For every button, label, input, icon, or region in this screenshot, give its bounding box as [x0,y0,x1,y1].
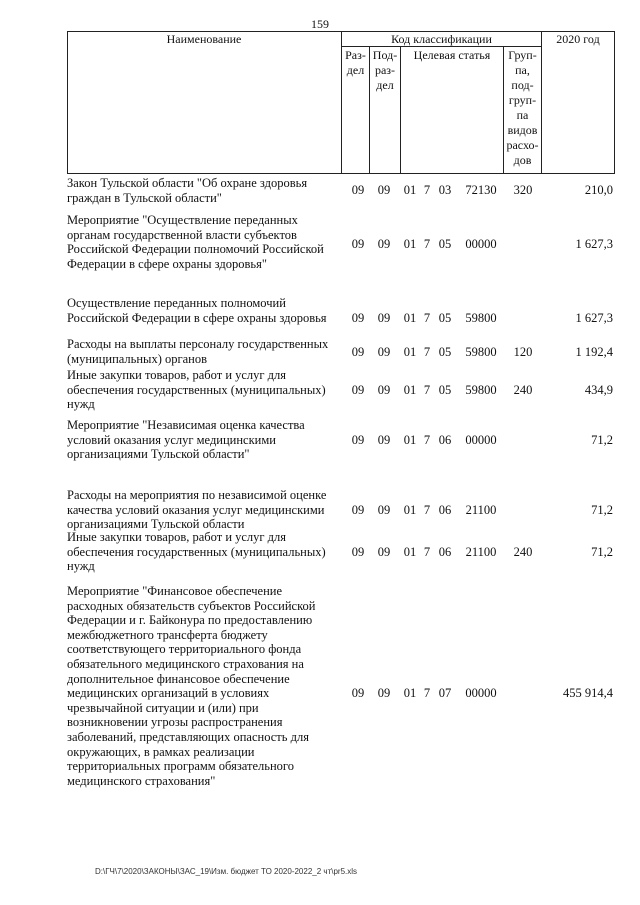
cell-p3: 05 [438,345,452,359]
row-name-line: Российской Федерации полномочий Российской [67,242,324,257]
row-name-line: Российской Федерации в сфере охраны здоровья [67,310,327,325]
cell-p4: 59800 [465,311,497,325]
cell-p1: 01 [403,503,417,517]
header-target: Целевая статья [413,48,491,62]
row-name [67,584,337,788]
row-name-line: окружающих, в рамках реализации [67,744,255,759]
row-name-line: обеспечения государственных (муниципальных) [67,544,326,559]
cell-sum: 71,2 [591,503,613,517]
cell-group: 120 [513,345,533,359]
row-name-line: Мероприятие "Финансовое обеспечение [67,584,283,598]
cell-p4: 72130 [465,183,497,197]
cell-sum: 71,2 [591,433,613,447]
row-name-line: организациями Тульской области" [67,447,250,462]
row-name-line: Федерации и г. Байконура по предоставлению [67,613,313,628]
cell-p2: 7 [423,311,431,325]
cell-p2: 7 [423,237,431,251]
cell-p3: 05 [438,311,452,325]
cell-podrazdel: 09 [377,311,391,325]
row-name-line: медицинских организаций в условиях [67,686,270,701]
cell-sum: 71,2 [591,545,613,559]
cell-razdel: 09 [351,237,365,251]
file-path-footer: D:\ГЧ\7\2020\ЗАКОНЫ\ЗАС_19\Изм. бюджет ТО 2020-2022_2 чт\pr5.xls [95,867,358,876]
cell-p2: 7 [423,433,431,447]
cell-podrazdel: 09 [377,433,391,447]
row-name-line: условий оказания услуг медицинскими [67,432,276,447]
header-year: 2020 год [556,32,600,46]
cell-razdel: 09 [351,311,365,325]
row-name-line: граждан в Тульской области" [67,190,222,205]
header-classification: Код классификации [391,32,492,46]
cell-p3: 06 [438,433,452,447]
cell-sum: 1 192,4 [575,345,613,359]
cell-p2: 7 [423,345,431,359]
cell-podrazdel: 09 [377,237,391,251]
row-name [67,368,337,412]
row-name-line: Мероприятие "Независимая оценка качества [67,418,305,432]
row-name-line: органам государственной власти субъектов [67,227,297,242]
row-name [67,213,337,271]
cell-razdel: 09 [351,545,365,559]
cell-sum: 1 627,3 [575,237,613,251]
row-name-line: нужд [67,559,95,574]
cell-p2: 7 [423,686,431,700]
cell-p4: 00000 [465,237,497,251]
row-name [67,176,337,205]
cell-razdel: 09 [351,345,365,359]
table-header [67,31,615,174]
cell-p2: 7 [423,545,431,559]
row-name [67,530,337,574]
row-name-line: качества условий оказания услуг медицинскими [67,502,325,517]
cell-razdel: 09 [351,686,365,700]
cell-sum: 1 627,3 [575,311,613,325]
cell-razdel: 09 [351,183,365,197]
cell-p3: 06 [438,503,452,517]
cell-p4: 59800 [465,345,497,359]
row-name-line: обязательного медицинского страхования на [67,656,304,671]
row-name-line: (муниципальных) органов [67,351,208,366]
cell-p2: 7 [423,503,431,517]
page-number: 159 [311,17,329,31]
row-name-line: Осуществление переданных полномочий [67,296,286,310]
row-name-line: Федерации в сфере охраны здоровья" [67,256,267,271]
row-name-line: Иные закупки товаров, работ и услуг для [67,530,287,544]
row-name-line: возникновении угрозы распространения [67,715,283,730]
cell-podrazdel: 09 [377,345,391,359]
cell-group: 240 [513,383,533,397]
cell-p1: 01 [403,345,417,359]
header-group: Груп- па, под- груп- па видов расхо- дов [506,48,539,167]
row-name-line: организациями Тульской области [67,517,245,532]
cell-razdel: 09 [351,433,365,447]
cell-p3: 05 [438,237,452,251]
row-name-line: обеспечения государственных (муниципальных) [67,382,326,397]
header-name: Наименование [166,32,242,46]
row-name [67,337,337,366]
row-name-line: Иные закупки товаров, работ и услуг для [67,368,287,382]
cell-p4: 59800 [465,383,497,397]
cell-sum: 434,9 [584,383,613,397]
cell-p3: 07 [438,686,452,700]
row-name-line: дополнительное финансовое обеспечение [67,671,290,686]
cell-podrazdel: 09 [377,383,391,397]
cell-p3: 06 [438,545,452,559]
cell-p4: 21100 [465,545,497,559]
cell-p2: 7 [423,383,431,397]
cell-p1: 01 [403,183,417,197]
row-name [67,488,337,532]
cell-podrazdel: 09 [377,183,391,197]
cell-p1: 01 [403,686,417,700]
row-name-line: соответствующего территориального фонда [67,642,302,657]
header-razdel: Раз- дел [345,48,366,77]
cell-sum: 455 914,4 [563,686,613,700]
row-name-line: Расходы на выплаты персоналу государственных [67,337,329,351]
row-name-line: нужд [67,397,95,412]
row-name-line: межбюджетного трансферта бюджету [67,627,268,642]
row-name-line: заболеваний, представляющих опасность для [67,729,309,744]
row-name-line: медицинского страхования" [67,773,216,788]
row-name [67,296,337,325]
cell-p1: 01 [403,433,417,447]
cell-razdel: 09 [351,383,365,397]
cell-p1: 01 [403,237,417,251]
row-name-line: Расходы на мероприятия по независимой оценке [67,488,327,502]
cell-razdel: 09 [351,503,365,517]
cell-p3: 05 [438,383,452,397]
cell-p4: 00000 [465,433,497,447]
cell-p4: 21100 [465,503,497,517]
cell-p1: 01 [403,545,417,559]
cell-group: 320 [513,183,533,197]
cell-podrazdel: 09 [377,686,391,700]
cell-podrazdel: 09 [377,503,391,517]
row-name [67,418,337,462]
cell-p1: 01 [403,311,417,325]
cell-podrazdel: 09 [377,545,391,559]
row-name-line: чрезвычайной ситуации и (или) при [67,700,259,715]
row-name-line: территориальных программ обязательного [67,759,294,774]
row-name-line: расходных обязательств субъектов Российской [67,598,316,613]
row-name-line: Закон Тульской области "Об охране здоровья [67,176,308,190]
cell-p2: 7 [423,183,431,197]
row-name-line: Мероприятие "Осуществление переданных [67,213,298,227]
header-podrazdel: Под- раз- дел [372,48,398,92]
cell-p3: 03 [438,183,452,197]
cell-p1: 01 [403,383,417,397]
cell-sum: 210,0 [584,183,613,197]
cell-p4: 00000 [465,686,497,700]
cell-group: 240 [513,545,533,559]
